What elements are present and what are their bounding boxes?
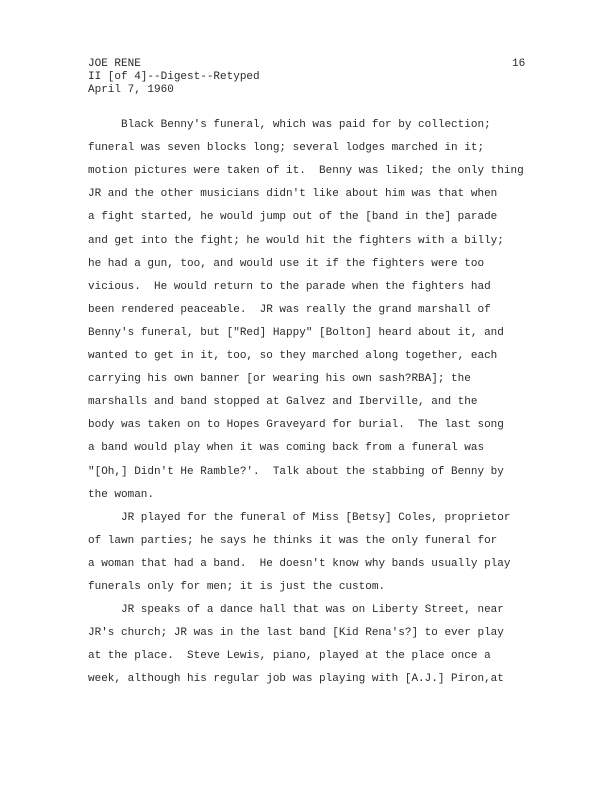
text-line: carrying his own banner [or wearing his own sash?RBA]; the xyxy=(88,373,471,386)
text-line: a fight started, he would jump out of the [band in the] parade xyxy=(88,211,498,224)
text-line: JR's church; JR was in the last band [Kid Rena's?] to ever play xyxy=(88,627,504,640)
text-line: JR speaks of a dance hall that was on Liberty Street, near xyxy=(88,604,504,617)
text-line: JR and the other musicians didn't like about him was that when xyxy=(88,188,498,201)
text-line: funeral was seven blocks long; several lodges marched in it; xyxy=(88,142,485,155)
text-line: a woman that had a band. He doesn't know why bands usually play xyxy=(88,557,511,570)
text-line: been rendered peaceable. JR was really the grand marshall of xyxy=(88,303,491,316)
text-line: at the place. Steve Lewis, piano, played at the place once a xyxy=(88,650,491,663)
text-line: he had a gun, too, and would use it if the fighters were too xyxy=(88,257,485,270)
text-line: Benny's funeral, but ["Red] Happy" [Bolton] heard about it, and xyxy=(88,326,504,339)
text-line: the woman. xyxy=(88,488,155,501)
text-line: marshalls and band stopped at Galvez and Iberville, and the xyxy=(88,396,478,409)
text-line: "[Oh,] Didn't He Ramble?'. Talk about the stabbing of Benny by xyxy=(88,465,504,478)
text-line: wanted to get in it, too, so they marched along together, each xyxy=(88,350,498,362)
header-name: JOE RENE xyxy=(88,58,141,70)
text-line: body was taken on to Hopes Graveyard for burial. The last song xyxy=(88,419,504,432)
header-date: April 7, 1960 xyxy=(88,84,174,96)
header-series: II [of 4]--Digest--Retyped xyxy=(88,71,260,83)
text-line: funerals only for men; it is just the custom. xyxy=(88,581,386,593)
page-number: 16 xyxy=(512,58,526,70)
text-line: week, although his regular job was playing with [A.J.] Piron,at xyxy=(88,673,504,686)
text-line: motion pictures were taken of it. Benny was liked; the only thing xyxy=(88,165,524,178)
text-line: JR played for the funeral of Miss [Betsy] Coles, proprietor xyxy=(88,511,511,524)
text-line: and get into the fight; he would hit the fighters with a billy; xyxy=(88,234,504,247)
text-line: a band would play when it was coming back from a funeral was xyxy=(88,442,485,455)
text-line: vicious. He would return to the parade when the fighters had xyxy=(88,280,491,293)
text-line: Black Benny's funeral, which was paid for by collection; xyxy=(88,119,491,131)
text-line: of lawn parties; he says he thinks it was the only funeral for xyxy=(88,534,498,547)
